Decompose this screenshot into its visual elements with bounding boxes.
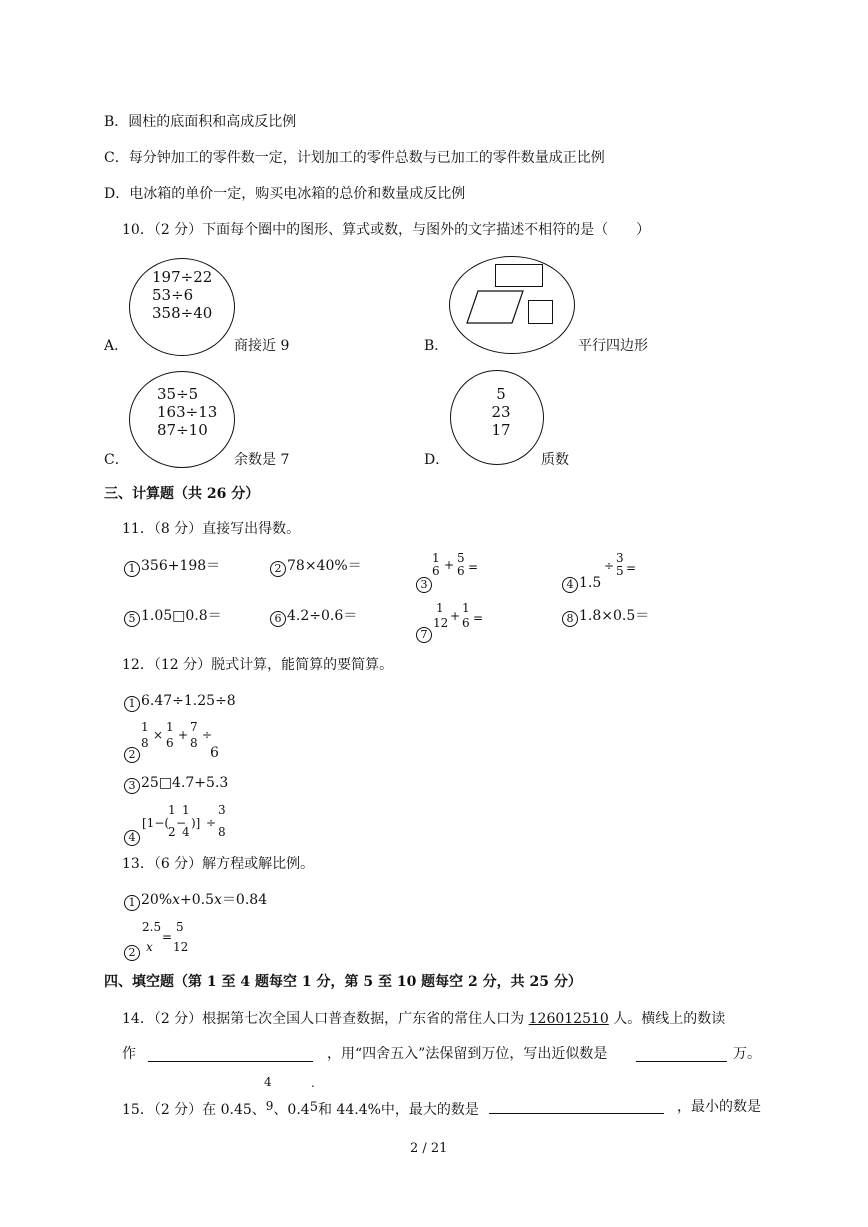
q12-item-1: 1 6.47÷1.25÷8 [124,694,236,712]
q12-item-3: 3 25□4.7+5.3 [124,776,228,794]
q11-item-6: 6 4.2÷0.6＝ [270,609,357,627]
circle-c-items [157,385,217,439]
option-d-letter: D． [424,452,450,468]
square-shape [528,300,553,324]
q11-item-2: 2 78×40%＝ [270,559,362,577]
option-b-letter: B． [424,338,449,354]
q15-blank-max[interactable] [489,1113,664,1114]
circle-a-items [152,268,212,322]
circle-a-item: 358÷40 [152,304,213,322]
section-3-heading: 三、计算题（共 26 分） [104,486,260,502]
circle-d-items [484,385,518,439]
q11-item-1: 1 356+198＝ [124,559,220,577]
population-number: 126012510 [528,1011,609,1027]
circle-d-item: 23 [491,403,511,421]
circle-c-item: 163÷13 [157,403,218,421]
option-d-caption: 质数 [541,452,569,468]
option-a-letter: A． [104,338,129,354]
q15-line: 15．（2 分）在 0.45、9、0.45和 44.4%中，最大的数是 [122,1099,479,1118]
q14-blank-reading[interactable] [148,1061,313,1062]
q10-stem: 10．（2 分）下面每个圈中的图形、算式或数，与图外的文字描述不相符的是（ ） [122,222,651,238]
circle-d-item: 5 [496,385,506,403]
option-d: D．电冰箱的单价一定，购买电冰箱的总价和数量成反比例 [104,186,466,202]
parallelogram-shape [466,291,526,325]
q15-repeat-dot: . [311,1076,315,1090]
q15-tail: ，最小的数是 [677,1099,761,1115]
q11-item-8: 8 1.8×0.5＝ [562,609,649,627]
q15-frac-num: 4 [264,1075,272,1089]
option-b: B．圆柱的底面积和高成反比例 [104,114,297,130]
circle-a-item: 53÷6 [152,286,194,304]
q14-line-1: 14．（2 分）根据第七次全国人口普查数据，广东省的常住人口为 126012510 人。横线上的数读 [122,1011,726,1027]
q11-stem: 11．（8 分）直接写出得数。 [122,521,301,537]
q14-blank-approx[interactable] [636,1061,727,1062]
option-c: C．每分钟加工的零件数一定，计划加工的零件总数与已加工的零件数量成正比例 [104,150,605,166]
q14-line-2-lead: 作 [122,1046,136,1062]
circle-c-item: 35÷5 [157,385,199,403]
section-4-heading: 四、填空题（第 1 至 4 题每空 1 分，第 5 至 10 题每空 2 分，共 25 分） [104,974,582,990]
option-a-caption: 商接近 9 [234,338,290,354]
q14-line-2-end: 万。 [733,1046,761,1062]
q14-line-2-mid: ，用“四舍五入”法保留到万位，写出近似数是 [327,1046,608,1062]
q13-stem: 13．（6 分）解方程或解比例。 [122,856,315,872]
option-b-caption: 平行四边形 [578,338,648,354]
circle-a-item: 197÷22 [152,268,213,286]
circle-c-item: 87÷10 [157,421,208,439]
q15-frac-den: 9 [265,1099,274,1113]
page-number: 2 / 21 [410,1141,448,1156]
option-c-caption: 余数是 7 [234,452,290,468]
q11-item-5: 5 1.05□0.8＝ [124,609,222,627]
circle-d-item: 17 [491,421,511,439]
option-c-letter: C． [104,452,129,468]
q12-stem: 12．（12 分）脱式计算，能简算的要简算。 [122,657,394,673]
rectangle-shape [495,264,543,287]
q13-item-1: 1 20%x+0.5x＝0.84 [124,893,267,911]
